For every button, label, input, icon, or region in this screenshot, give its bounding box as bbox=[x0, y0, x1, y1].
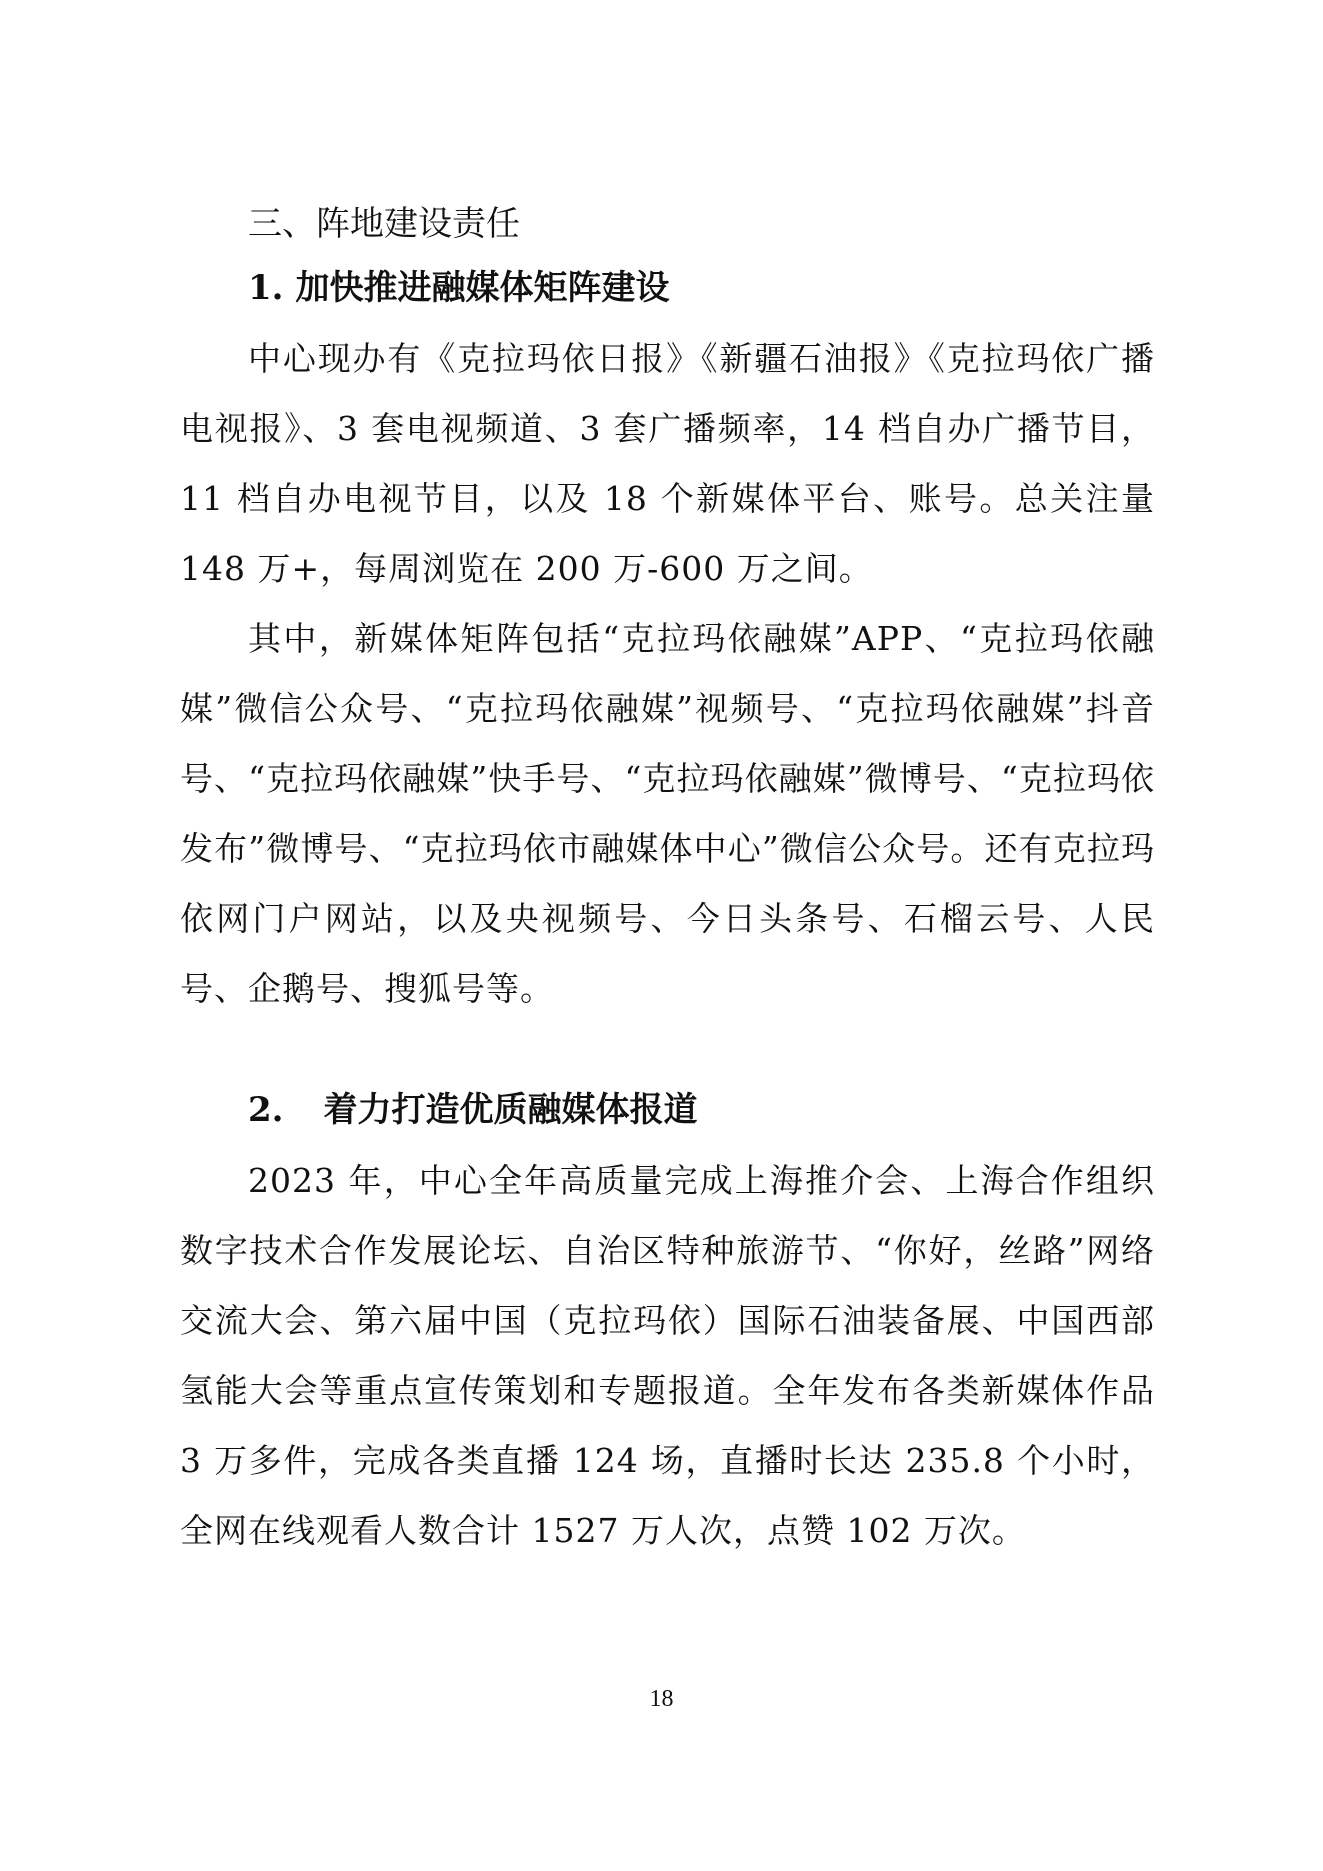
section-gap bbox=[180, 1024, 1155, 1082]
subsection-2-number: 2. bbox=[248, 1090, 284, 1130]
subsection-2-paragraph-1: 2023 年，中心全年高质量完成上海推介会、上海合作组织数字技术合作发展论坛、自治区特种旅游节、“你好，丝路”网络交流大会、第六届中国（克拉玛依）国际石油装备展、中国西部氢能大会等重点宣传策划和专题报道。全年发布各类新媒体作品 3 万多件，完成各类直播 124 场，直播时长达 235.8 个小时，全网在线观看人数合计 1527 万人次，点赞 102 万次。 bbox=[180, 1161, 1155, 1550]
page-number: 18 bbox=[649, 1686, 674, 1712]
subsection-1-paragraph-2: 其中，新媒体矩阵包括“克拉玛依融媒”APP、“克拉玛依融媒”微信公众号、“克拉玛依融媒”视频号、“克拉玛依融媒”抖音号、“克拉玛依融媒”快手号、“克拉玛依融媒”微博号、“克拉玛依发布”微博号、“克拉玛依市融媒体中心”微信公众号。还有克拉玛依网门户网站，以及央视频号、今日头条号、石榴云号、人民号、企鹅号、搜狐号等。 bbox=[180, 619, 1155, 1008]
subsection-2-heading bbox=[180, 1082, 1155, 1138]
subsection-1-paragraph-1: 中心现办有《克拉玛依日报》《新疆石油报》《克拉玛依广播电视报》、3 套电视频道、3 套广播频率，14 档自办广播节目，11 档自办电视节目，以及 18 个新媒体平台、账号。总关注量 148 万+，每周浏览在 200 万-600 万之间。 bbox=[180, 339, 1155, 588]
section-heading: 三、阵地建设责任 bbox=[248, 204, 520, 244]
subsection-2-title: 着力打造优质融媒体报道 bbox=[323, 1090, 698, 1130]
page-content bbox=[180, 196, 1155, 1566]
subsection-1-heading bbox=[180, 260, 1155, 316]
subsection-1-title: 加快推进融媒体矩阵建设 bbox=[295, 268, 670, 308]
subsection-1-number: 1. bbox=[248, 268, 284, 308]
